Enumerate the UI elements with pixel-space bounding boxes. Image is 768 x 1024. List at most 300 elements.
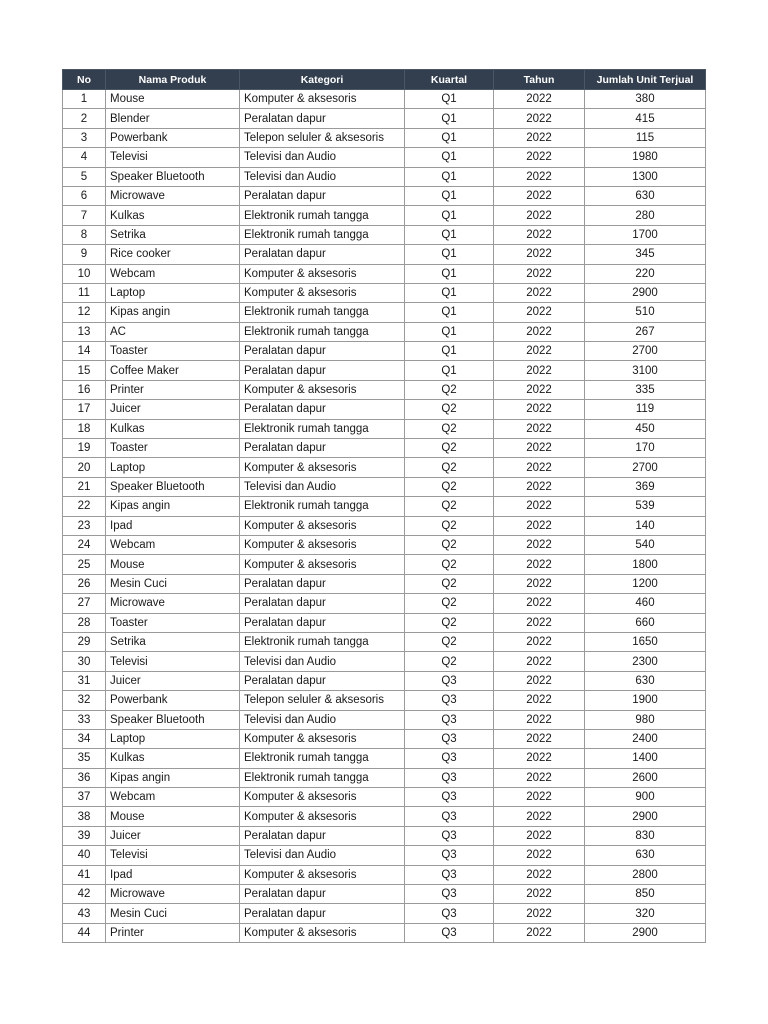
table-row bbox=[63, 477, 706, 496]
cell-category: Peralatan dapur bbox=[240, 439, 405, 458]
cell-units-sold: 115 bbox=[585, 128, 706, 147]
cell-product-name: Televisi bbox=[106, 148, 240, 167]
cell-product-name: Powerbank bbox=[106, 691, 240, 710]
table-row bbox=[63, 206, 706, 225]
cell-quarter: Q3 bbox=[405, 788, 494, 807]
cell-year: 2022 bbox=[494, 710, 585, 729]
cell-year: 2022 bbox=[494, 904, 585, 923]
cell-category: Komputer & aksesoris bbox=[240, 264, 405, 283]
cell-year: 2022 bbox=[494, 671, 585, 690]
cell-year: 2022 bbox=[494, 846, 585, 865]
cell-year: 2022 bbox=[494, 264, 585, 283]
cell-units-sold: 2900 bbox=[585, 283, 706, 302]
cell-year: 2022 bbox=[494, 109, 585, 128]
cell-year: 2022 bbox=[494, 555, 585, 574]
cell-no: 24 bbox=[63, 535, 106, 554]
cell-year: 2022 bbox=[494, 342, 585, 361]
cell-units-sold: 630 bbox=[585, 671, 706, 690]
cell-quarter: Q1 bbox=[405, 109, 494, 128]
cell-units-sold: 335 bbox=[585, 380, 706, 399]
cell-no: 3 bbox=[63, 128, 106, 147]
cell-category: Peralatan dapur bbox=[240, 400, 405, 419]
cell-units-sold: 2800 bbox=[585, 865, 706, 884]
cell-year: 2022 bbox=[494, 90, 585, 109]
table-row bbox=[63, 516, 706, 535]
cell-units-sold: 369 bbox=[585, 477, 706, 496]
cell-year: 2022 bbox=[494, 535, 585, 554]
cell-category: Telepon seluler & aksesoris bbox=[240, 691, 405, 710]
table-row bbox=[63, 749, 706, 768]
cell-year: 2022 bbox=[494, 691, 585, 710]
cell-quarter: Q1 bbox=[405, 342, 494, 361]
cell-product-name: Juicer bbox=[106, 826, 240, 845]
table-body bbox=[63, 90, 706, 943]
table-row bbox=[63, 148, 706, 167]
table-row bbox=[63, 167, 706, 186]
cell-quarter: Q3 bbox=[405, 807, 494, 826]
cell-no: 35 bbox=[63, 749, 106, 768]
cell-product-name: Speaker Bluetooth bbox=[106, 710, 240, 729]
cell-quarter: Q2 bbox=[405, 652, 494, 671]
header-quarter: Kuartal bbox=[405, 70, 494, 90]
cell-category: Elektronik rumah tangga bbox=[240, 303, 405, 322]
cell-category: Elektronik rumah tangga bbox=[240, 749, 405, 768]
cell-category: Peralatan dapur bbox=[240, 361, 405, 380]
cell-quarter: Q2 bbox=[405, 477, 494, 496]
cell-product-name: Televisi bbox=[106, 652, 240, 671]
cell-year: 2022 bbox=[494, 245, 585, 264]
cell-category: Peralatan dapur bbox=[240, 109, 405, 128]
cell-category: Komputer & aksesoris bbox=[240, 458, 405, 477]
cell-product-name: Juicer bbox=[106, 671, 240, 690]
cell-no: 40 bbox=[63, 846, 106, 865]
cell-year: 2022 bbox=[494, 885, 585, 904]
cell-quarter: Q2 bbox=[405, 458, 494, 477]
cell-category: Elektronik rumah tangga bbox=[240, 497, 405, 516]
cell-no: 19 bbox=[63, 439, 106, 458]
cell-year: 2022 bbox=[494, 128, 585, 147]
cell-category: Peralatan dapur bbox=[240, 613, 405, 632]
cell-category: Komputer & aksesoris bbox=[240, 283, 405, 302]
cell-year: 2022 bbox=[494, 186, 585, 205]
cell-year: 2022 bbox=[494, 206, 585, 225]
cell-year: 2022 bbox=[494, 497, 585, 516]
cell-no: 16 bbox=[63, 380, 106, 399]
cell-quarter: Q3 bbox=[405, 826, 494, 845]
table-row bbox=[63, 691, 706, 710]
cell-no: 17 bbox=[63, 400, 106, 419]
cell-category: Komputer & aksesoris bbox=[240, 865, 405, 884]
cell-quarter: Q1 bbox=[405, 245, 494, 264]
cell-units-sold: 830 bbox=[585, 826, 706, 845]
cell-no: 26 bbox=[63, 574, 106, 593]
cell-category: Komputer & aksesoris bbox=[240, 535, 405, 554]
cell-quarter: Q1 bbox=[405, 361, 494, 380]
cell-year: 2022 bbox=[494, 807, 585, 826]
cell-no: 44 bbox=[63, 923, 106, 942]
cell-product-name: Mesin Cuci bbox=[106, 574, 240, 593]
table-row bbox=[63, 632, 706, 651]
cell-units-sold: 345 bbox=[585, 245, 706, 264]
table-row bbox=[63, 826, 706, 845]
table-row bbox=[63, 904, 706, 923]
cell-category: Peralatan dapur bbox=[240, 885, 405, 904]
table-row bbox=[63, 923, 706, 942]
cell-category: Peralatan dapur bbox=[240, 826, 405, 845]
cell-quarter: Q1 bbox=[405, 322, 494, 341]
cell-no: 10 bbox=[63, 264, 106, 283]
cell-product-name: Webcam bbox=[106, 788, 240, 807]
cell-quarter: Q3 bbox=[405, 923, 494, 942]
cell-no: 13 bbox=[63, 322, 106, 341]
cell-quarter: Q1 bbox=[405, 186, 494, 205]
cell-product-name: Laptop bbox=[106, 458, 240, 477]
cell-product-name: Speaker Bluetooth bbox=[106, 167, 240, 186]
cell-product-name: Juicer bbox=[106, 400, 240, 419]
cell-units-sold: 1650 bbox=[585, 632, 706, 651]
cell-year: 2022 bbox=[494, 303, 585, 322]
cell-product-name: Mouse bbox=[106, 90, 240, 109]
cell-units-sold: 1300 bbox=[585, 167, 706, 186]
cell-no: 43 bbox=[63, 904, 106, 923]
cell-year: 2022 bbox=[494, 574, 585, 593]
cell-category: Elektronik rumah tangga bbox=[240, 419, 405, 438]
table-row bbox=[63, 322, 706, 341]
cell-quarter: Q3 bbox=[405, 846, 494, 865]
table-row bbox=[63, 225, 706, 244]
cell-category: Elektronik rumah tangga bbox=[240, 632, 405, 651]
cell-no: 14 bbox=[63, 342, 106, 361]
cell-year: 2022 bbox=[494, 749, 585, 768]
table-row bbox=[63, 807, 706, 826]
table-row bbox=[63, 671, 706, 690]
table-row bbox=[63, 768, 706, 787]
table-row bbox=[63, 109, 706, 128]
cell-product-name: Kipas angin bbox=[106, 303, 240, 322]
cell-units-sold: 3100 bbox=[585, 361, 706, 380]
table-row bbox=[63, 788, 706, 807]
sales-sheet bbox=[62, 69, 705, 943]
cell-product-name: Printer bbox=[106, 923, 240, 942]
cell-category: Peralatan dapur bbox=[240, 671, 405, 690]
cell-units-sold: 2600 bbox=[585, 768, 706, 787]
cell-year: 2022 bbox=[494, 380, 585, 399]
cell-quarter: Q1 bbox=[405, 206, 494, 225]
cell-product-name: Toaster bbox=[106, 439, 240, 458]
cell-category: Komputer & aksesoris bbox=[240, 380, 405, 399]
table-row bbox=[63, 710, 706, 729]
cell-quarter: Q2 bbox=[405, 516, 494, 535]
cell-category: Komputer & aksesoris bbox=[240, 788, 405, 807]
cell-quarter: Q1 bbox=[405, 90, 494, 109]
cell-product-name: Blender bbox=[106, 109, 240, 128]
cell-no: 25 bbox=[63, 555, 106, 574]
cell-no: 31 bbox=[63, 671, 106, 690]
cell-no: 37 bbox=[63, 788, 106, 807]
cell-product-name: Printer bbox=[106, 380, 240, 399]
cell-year: 2022 bbox=[494, 400, 585, 419]
cell-product-name: Kulkas bbox=[106, 749, 240, 768]
cell-quarter: Q3 bbox=[405, 691, 494, 710]
cell-category: Elektronik rumah tangga bbox=[240, 206, 405, 225]
cell-product-name: Mouse bbox=[106, 807, 240, 826]
table-row bbox=[63, 555, 706, 574]
cell-year: 2022 bbox=[494, 283, 585, 302]
cell-quarter: Q3 bbox=[405, 865, 494, 884]
cell-year: 2022 bbox=[494, 826, 585, 845]
cell-year: 2022 bbox=[494, 361, 585, 380]
header-units-sold: Jumlah Unit Terjual bbox=[585, 70, 706, 90]
cell-units-sold: 220 bbox=[585, 264, 706, 283]
cell-units-sold: 2300 bbox=[585, 652, 706, 671]
cell-no: 20 bbox=[63, 458, 106, 477]
cell-no: 27 bbox=[63, 594, 106, 613]
cell-category: Peralatan dapur bbox=[240, 342, 405, 361]
cell-year: 2022 bbox=[494, 632, 585, 651]
cell-quarter: Q2 bbox=[405, 400, 494, 419]
cell-product-name: Kipas angin bbox=[106, 497, 240, 516]
cell-no: 8 bbox=[63, 225, 106, 244]
cell-units-sold: 630 bbox=[585, 846, 706, 865]
table-header bbox=[63, 70, 706, 90]
cell-category: Elektronik rumah tangga bbox=[240, 768, 405, 787]
cell-no: 28 bbox=[63, 613, 106, 632]
table-row bbox=[63, 846, 706, 865]
cell-no: 11 bbox=[63, 283, 106, 302]
cell-units-sold: 380 bbox=[585, 90, 706, 109]
cell-quarter: Q1 bbox=[405, 225, 494, 244]
table-row bbox=[63, 885, 706, 904]
cell-product-name: Kulkas bbox=[106, 419, 240, 438]
cell-year: 2022 bbox=[494, 768, 585, 787]
cell-product-name: Kipas angin bbox=[106, 768, 240, 787]
cell-product-name: Microwave bbox=[106, 885, 240, 904]
cell-units-sold: 1900 bbox=[585, 691, 706, 710]
cell-units-sold: 1800 bbox=[585, 555, 706, 574]
cell-quarter: Q3 bbox=[405, 710, 494, 729]
table-row bbox=[63, 128, 706, 147]
cell-year: 2022 bbox=[494, 613, 585, 632]
cell-no: 32 bbox=[63, 691, 106, 710]
cell-category: Komputer & aksesoris bbox=[240, 90, 405, 109]
cell-product-name: Coffee Maker bbox=[106, 361, 240, 380]
cell-category: Televisi dan Audio bbox=[240, 652, 405, 671]
cell-product-name: Setrika bbox=[106, 632, 240, 651]
cell-no: 23 bbox=[63, 516, 106, 535]
header-no: No bbox=[63, 70, 106, 90]
table-row bbox=[63, 283, 706, 302]
cell-product-name: Powerbank bbox=[106, 128, 240, 147]
cell-quarter: Q3 bbox=[405, 729, 494, 748]
cell-units-sold: 320 bbox=[585, 904, 706, 923]
cell-no: 9 bbox=[63, 245, 106, 264]
cell-units-sold: 2900 bbox=[585, 807, 706, 826]
cell-category: Televisi dan Audio bbox=[240, 710, 405, 729]
cell-product-name: Webcam bbox=[106, 264, 240, 283]
cell-quarter: Q3 bbox=[405, 904, 494, 923]
cell-year: 2022 bbox=[494, 477, 585, 496]
cell-category: Televisi dan Audio bbox=[240, 846, 405, 865]
cell-category: Komputer & aksesoris bbox=[240, 516, 405, 535]
cell-quarter: Q2 bbox=[405, 439, 494, 458]
cell-quarter: Q3 bbox=[405, 885, 494, 904]
cell-quarter: Q2 bbox=[405, 613, 494, 632]
cell-product-name: Kulkas bbox=[106, 206, 240, 225]
cell-quarter: Q2 bbox=[405, 535, 494, 554]
cell-year: 2022 bbox=[494, 865, 585, 884]
cell-no: 21 bbox=[63, 477, 106, 496]
cell-no: 30 bbox=[63, 652, 106, 671]
cell-no: 15 bbox=[63, 361, 106, 380]
cell-units-sold: 660 bbox=[585, 613, 706, 632]
cell-no: 42 bbox=[63, 885, 106, 904]
cell-category: Peralatan dapur bbox=[240, 904, 405, 923]
cell-quarter: Q2 bbox=[405, 574, 494, 593]
cell-units-sold: 170 bbox=[585, 439, 706, 458]
header-year: Tahun bbox=[494, 70, 585, 90]
cell-no: 22 bbox=[63, 497, 106, 516]
cell-no: 38 bbox=[63, 807, 106, 826]
cell-product-name: Televisi bbox=[106, 846, 240, 865]
cell-product-name: Microwave bbox=[106, 186, 240, 205]
cell-quarter: Q2 bbox=[405, 419, 494, 438]
cell-units-sold: 2900 bbox=[585, 923, 706, 942]
cell-quarter: Q3 bbox=[405, 749, 494, 768]
cell-no: 4 bbox=[63, 148, 106, 167]
cell-product-name: Toaster bbox=[106, 613, 240, 632]
table-row bbox=[63, 439, 706, 458]
cell-quarter: Q2 bbox=[405, 497, 494, 516]
table-row bbox=[63, 380, 706, 399]
table-row bbox=[63, 613, 706, 632]
cell-year: 2022 bbox=[494, 148, 585, 167]
header-product-name: Nama Produk bbox=[106, 70, 240, 90]
cell-units-sold: 850 bbox=[585, 885, 706, 904]
cell-product-name: Setrika bbox=[106, 225, 240, 244]
cell-units-sold: 2700 bbox=[585, 458, 706, 477]
cell-year: 2022 bbox=[494, 167, 585, 186]
cell-quarter: Q1 bbox=[405, 264, 494, 283]
table-row bbox=[63, 535, 706, 554]
cell-product-name: AC bbox=[106, 322, 240, 341]
cell-quarter: Q1 bbox=[405, 128, 494, 147]
cell-units-sold: 140 bbox=[585, 516, 706, 535]
cell-category: Komputer & aksesoris bbox=[240, 923, 405, 942]
cell-year: 2022 bbox=[494, 729, 585, 748]
cell-category: Televisi dan Audio bbox=[240, 148, 405, 167]
cell-product-name: Ipad bbox=[106, 865, 240, 884]
cell-no: 39 bbox=[63, 826, 106, 845]
cell-quarter: Q2 bbox=[405, 632, 494, 651]
cell-product-name: Rice cooker bbox=[106, 245, 240, 264]
cell-product-name: Microwave bbox=[106, 594, 240, 613]
cell-year: 2022 bbox=[494, 419, 585, 438]
cell-product-name: Laptop bbox=[106, 283, 240, 302]
cell-units-sold: 1700 bbox=[585, 225, 706, 244]
cell-units-sold: 1200 bbox=[585, 574, 706, 593]
cell-category: Telepon seluler & aksesoris bbox=[240, 128, 405, 147]
cell-units-sold: 1400 bbox=[585, 749, 706, 768]
table-row bbox=[63, 303, 706, 322]
cell-units-sold: 2400 bbox=[585, 729, 706, 748]
cell-no: 5 bbox=[63, 167, 106, 186]
cell-category: Elektronik rumah tangga bbox=[240, 225, 405, 244]
cell-units-sold: 980 bbox=[585, 710, 706, 729]
table-row bbox=[63, 342, 706, 361]
table-row bbox=[63, 245, 706, 264]
cell-no: 6 bbox=[63, 186, 106, 205]
cell-units-sold: 460 bbox=[585, 594, 706, 613]
cell-year: 2022 bbox=[494, 322, 585, 341]
cell-quarter: Q2 bbox=[405, 380, 494, 399]
cell-no: 12 bbox=[63, 303, 106, 322]
table-row bbox=[63, 419, 706, 438]
cell-no: 7 bbox=[63, 206, 106, 225]
cell-units-sold: 540 bbox=[585, 535, 706, 554]
cell-category: Peralatan dapur bbox=[240, 594, 405, 613]
cell-category: Komputer & aksesoris bbox=[240, 807, 405, 826]
cell-category: Komputer & aksesoris bbox=[240, 555, 405, 574]
header-category: Kategori bbox=[240, 70, 405, 90]
table-row bbox=[63, 90, 706, 109]
cell-product-name: Laptop bbox=[106, 729, 240, 748]
cell-product-name: Ipad bbox=[106, 516, 240, 535]
table-row bbox=[63, 574, 706, 593]
table-row bbox=[63, 361, 706, 380]
cell-quarter: Q3 bbox=[405, 671, 494, 690]
cell-year: 2022 bbox=[494, 439, 585, 458]
cell-quarter: Q1 bbox=[405, 283, 494, 302]
cell-year: 2022 bbox=[494, 788, 585, 807]
sales-table bbox=[62, 69, 706, 943]
cell-no: 1 bbox=[63, 90, 106, 109]
cell-units-sold: 2700 bbox=[585, 342, 706, 361]
cell-units-sold: 119 bbox=[585, 400, 706, 419]
cell-no: 41 bbox=[63, 865, 106, 884]
cell-units-sold: 510 bbox=[585, 303, 706, 322]
cell-product-name: Webcam bbox=[106, 535, 240, 554]
cell-units-sold: 280 bbox=[585, 206, 706, 225]
cell-year: 2022 bbox=[494, 652, 585, 671]
cell-units-sold: 267 bbox=[585, 322, 706, 341]
cell-no: 29 bbox=[63, 632, 106, 651]
table-row bbox=[63, 264, 706, 283]
cell-category: Peralatan dapur bbox=[240, 574, 405, 593]
header-row bbox=[63, 70, 706, 90]
cell-units-sold: 539 bbox=[585, 497, 706, 516]
cell-category: Televisi dan Audio bbox=[240, 167, 405, 186]
table-row bbox=[63, 458, 706, 477]
cell-year: 2022 bbox=[494, 516, 585, 535]
cell-no: 34 bbox=[63, 729, 106, 748]
cell-quarter: Q1 bbox=[405, 303, 494, 322]
table-row bbox=[63, 729, 706, 748]
cell-product-name: Mouse bbox=[106, 555, 240, 574]
cell-product-name: Speaker Bluetooth bbox=[106, 477, 240, 496]
cell-quarter: Q2 bbox=[405, 594, 494, 613]
table-row bbox=[63, 865, 706, 884]
table-row bbox=[63, 400, 706, 419]
cell-no: 33 bbox=[63, 710, 106, 729]
cell-product-name: Toaster bbox=[106, 342, 240, 361]
cell-quarter: Q1 bbox=[405, 148, 494, 167]
cell-year: 2022 bbox=[494, 923, 585, 942]
cell-year: 2022 bbox=[494, 458, 585, 477]
cell-year: 2022 bbox=[494, 225, 585, 244]
cell-quarter: Q3 bbox=[405, 768, 494, 787]
cell-units-sold: 900 bbox=[585, 788, 706, 807]
cell-no: 36 bbox=[63, 768, 106, 787]
